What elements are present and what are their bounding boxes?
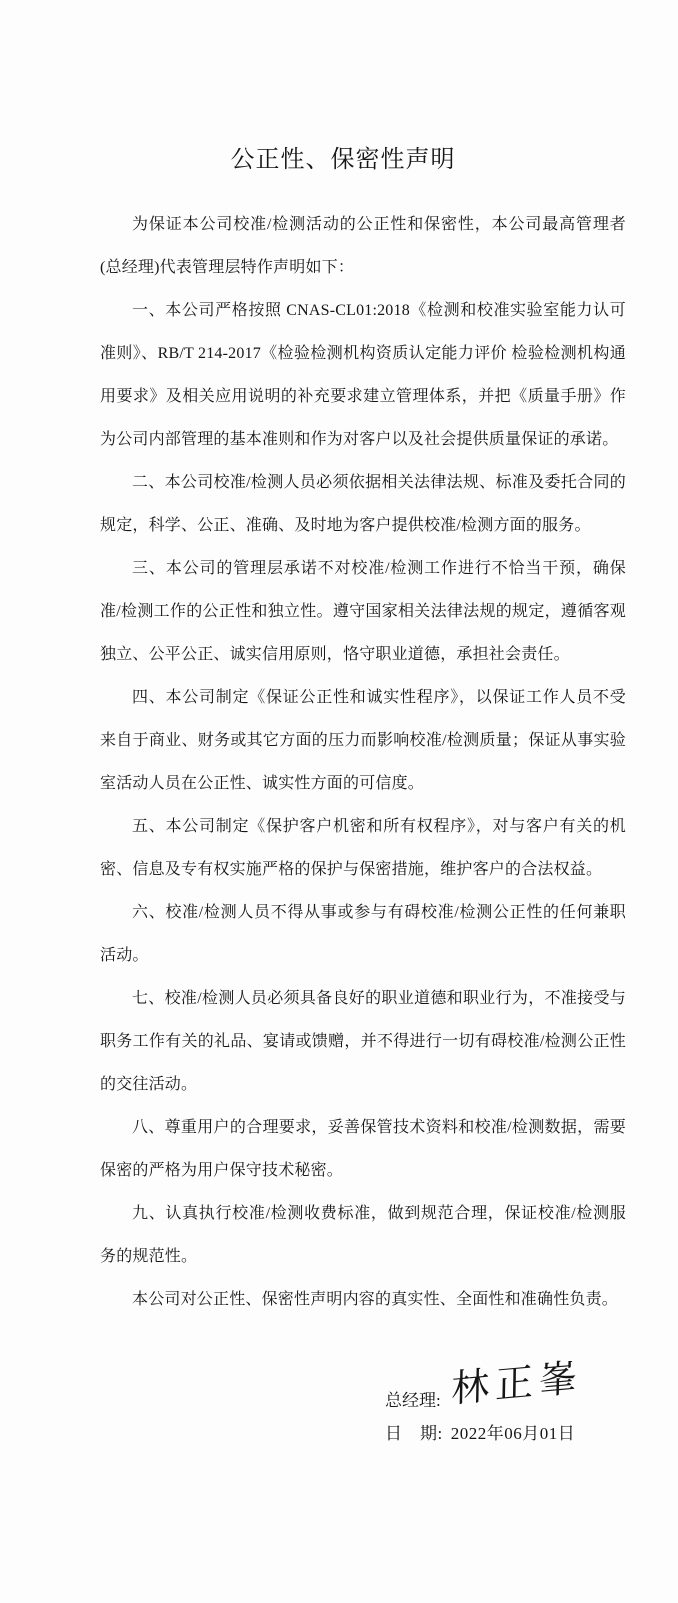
date-row: [385, 1422, 678, 1446]
clause-2: 二、本公司校准/检测人员必须依据相关法律法规、标准及委托合同的规定，科学、公正、准确、及时地为客户提供校准/检测方面的服务。: [100, 474, 626, 534]
signature-role-label: 总经理:: [385, 1391, 441, 1410]
closing-paragraph: 本公司对公正性、保密性声明内容的真实性、全面性和准确性负责。: [132, 1291, 619, 1308]
signature-block: [385, 1357, 678, 1446]
clause-4: 四、本公司制定《保证公正性和诚实性程序》，以保证工作人员不受来自于商业、财务或其它方面的压力而影响校准/检测质量；保证从事实验室活动人员在公正性、诚实性方面的可信度。: [100, 689, 626, 792]
signature-handwriting: 林正峯: [450, 1357, 583, 1412]
intro-paragraph: 为保证本公司校准/检测活动的公正性和保密性，本公司最高管理者(总经理)代表管理层特作声明如下：: [100, 216, 626, 276]
clause-9: 九、认真执行校准/检测收费标准，做到规范合理，保证校准/检测服务的规范性。: [100, 1205, 626, 1265]
clause-6: 六、校准/检测人员不得从事或参与有碍校准/检测公正性的任何兼职活动。: [100, 904, 626, 964]
date-value: 2022年06月01日: [450, 1424, 576, 1443]
document-body: [0, 203, 678, 1321]
document-title: 公正性、保密性声明: [230, 147, 456, 173]
clause-1: 一、本公司严格按照 CNAS-CL01:2018《检测和校准实验室能力认可准则》、RB/T 214-2017《检验检测机构资质认定能力评价 检验检测机构通用要求》及相关应用说明的补充要求建立管理体系，并把《质量手册》作为公司内部管理的基本准则和作为对客户以及社会提供质量保证的承诺。: [100, 302, 626, 448]
clause-8: 八、尊重用户的合理要求，妥善保管技术资料和校准/检测数据，需要保密的严格为用户保守技术秘密。: [100, 1119, 626, 1179]
signature-row: [385, 1357, 678, 1413]
clause-3: 三、本公司的管理层承诺不对校准/检测工作进行不恰当干预，确保准/检测工作的公正性和独立性。遵守国家相关法律法规的规定，遵循客观独立、公平公正、诚实信用原则，恪守职业道德，承担社会责任。: [100, 560, 626, 663]
clause-5: 五、本公司制定《保护客户机密和所有权程序》，对与客户有关的机密、信息及专有权实施严格的保护与保密措施，维护客户的合法权益。: [100, 818, 626, 878]
clause-7: 七、校准/检测人员必须具备良好的职业道德和职业行为，不准接受与职务工作有关的礼品、宴请或馈赠，并不得进行一切有碍校准/检测公正性的交往活动。: [100, 990, 626, 1093]
date-label: 日 期:: [385, 1424, 443, 1443]
